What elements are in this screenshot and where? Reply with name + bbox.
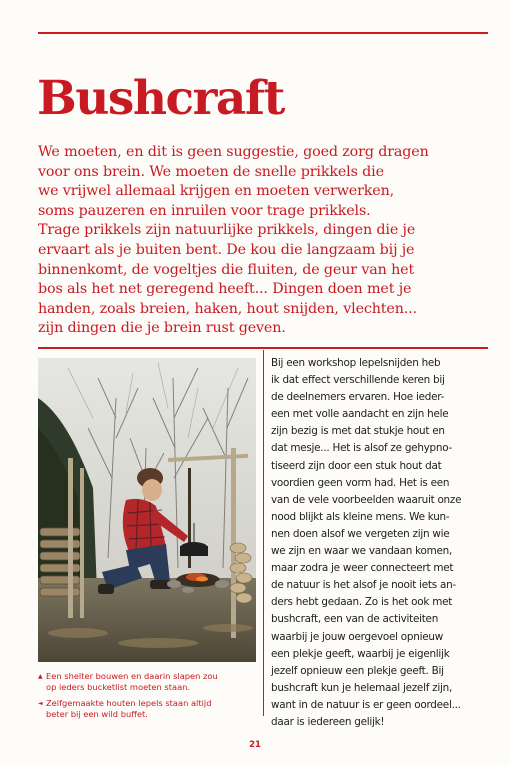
body-line: tiseerd zijn door een stuk hout dat [271,459,442,472]
intro-line: Trage prikkels zijn natuurlijke prikkels, dingen die je [38,222,416,239]
page-title: Bushcraft [37,71,284,126]
body-line: voordien geen vorm had. Het is een [271,476,450,489]
body-line: een plekje geeft, waarbij je eigenlijk [271,647,450,660]
body-line: Bij een workshop lepelsnijden heb [271,357,441,369]
body-line: ik dat effect verschillende keren bij [271,374,445,387]
caption-line: Een shelter bouwen en daarin slapen zou [46,671,218,681]
body-line: bushcraft kun je helemaal jezelf zijn, [271,681,453,694]
top-rule [38,32,488,34]
body-line: ders hebt gedaan. Zo is het ook met [271,596,453,609]
body-line: van de vele voorbeelden waaruit onze [271,493,462,506]
section-rule [38,347,488,349]
caption-up-arrow-icon: ▲ [38,673,43,680]
body-line: een met volle aandacht en zijn hele [271,408,449,421]
intro-line: We moeten, en dit is geen suggestie, goed zorg dragen [38,144,429,160]
body-line: dat mesje... Het is alsof ze gehypno- [271,442,453,455]
caption-spoons [38,698,260,720]
body-line: de natuur is het alsof je nooit iets an- [271,579,456,592]
intro-line: we vrijwel allemaal krijgen en moeten verwerken, [38,183,395,200]
body-line: maar zodra je weer connecteert met [271,562,454,575]
caption-line: Zelfgemaakte houten lepels staan altijd [46,698,212,708]
page-number: 21 [249,740,261,750]
intro-paragraph [38,143,490,339]
intro-line: bos als het net geregend heeft... Dingen doen met je [38,281,412,298]
body-line: bushcraft, een van de activiteiten [271,613,439,626]
body-line: nen doen alsof we vergeten zijn wie [271,527,450,540]
body-line: daar is iedereen gelijk! [271,715,385,728]
photo-captions [38,671,260,725]
body-text [271,355,493,731]
body-line: want in de natuur is er geen oordeel... [271,698,461,711]
body-line: de deelnemers ervaren. Hoe ieder- [271,391,445,404]
body-line: waarbij je jouw oergevoel opnieuw [271,630,443,643]
intro-line: ervaart als je buiten bent. De kou die langzaam bij je [38,241,415,258]
body-line: jezelf opnieuw een plekje geeft. Bij [271,664,444,677]
body-line: nood blijkt als kleine mens. We kun- [271,510,450,523]
caption-shelter [38,671,260,693]
intro-line: voor ons brein. We moeten de snelle prikkels die [38,163,384,180]
intro-line: soms pauzeren en inruilen voor trage prikkels. [38,202,371,219]
caption-line: beter bij een wild buffet. [46,709,148,719]
intro-line: binnenkomt, de vogeltjes die fluiten, de geur van het [38,261,415,278]
body-line: we zijn en waar we vandaan komen, [271,545,453,558]
caption-line: op ieders bucketlist moeten staan. [46,682,191,692]
intro-line: zijn dingen die je brein rust geven. [38,320,286,337]
body-line: zijn bezig is met dat stukje hout en [271,425,445,438]
shelter-photo [38,358,256,662]
caption-left-arrow-icon: ◄ [38,700,43,707]
column-divider [263,350,264,716]
intro-line: handen, zoals breien, haken, hout snijden, vlechten... [38,300,417,317]
